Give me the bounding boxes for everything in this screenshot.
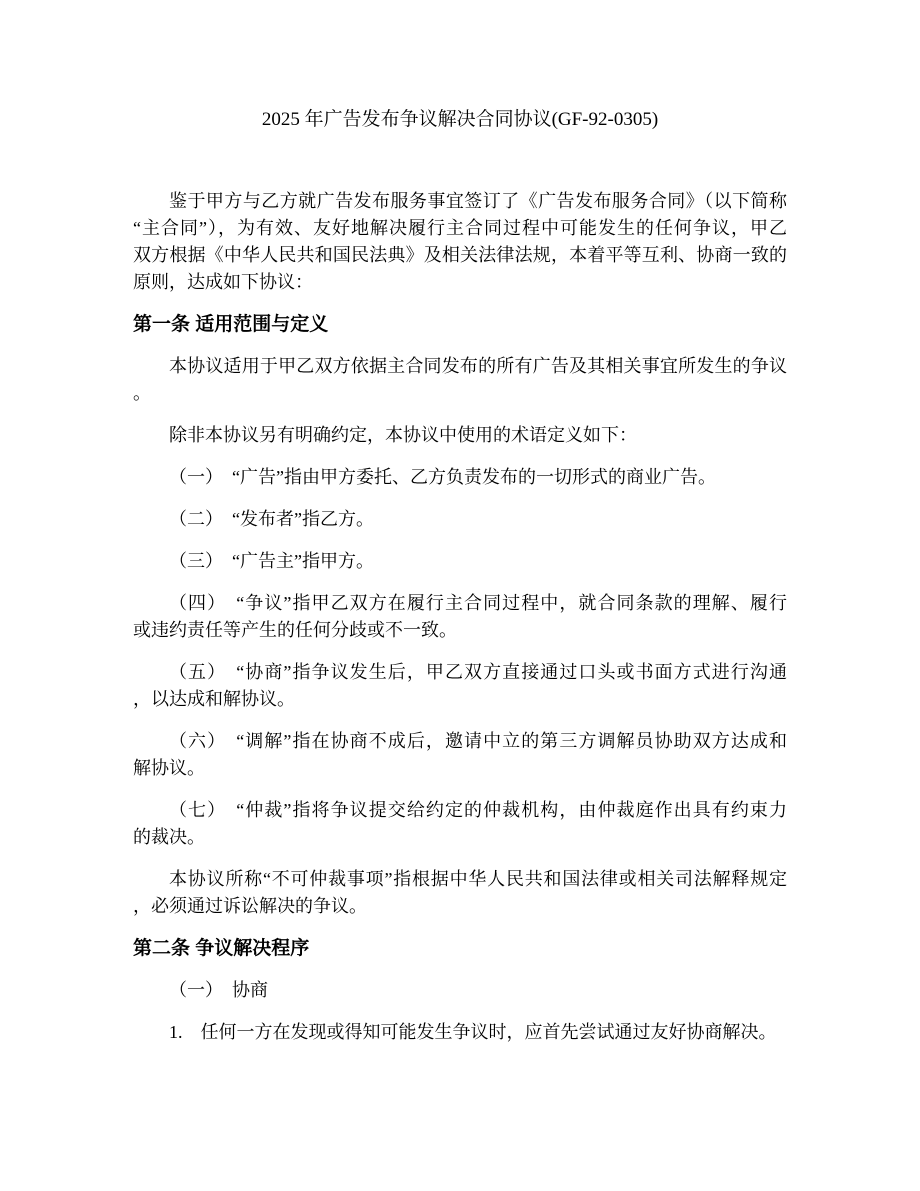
definition-item-4	[133, 590, 787, 644]
terms-intro-paragraph	[133, 422, 787, 449]
intro-paragraph-line-1: 鉴于甲方与乙方就广告发布服务事宜签订了《广告发布服务合同》（以下简称	[169, 191, 787, 211]
terms-intro-paragraph-line-1: 除非本协议另有明确约定，本协议中使用的术语定义如下：	[169, 425, 637, 445]
non-arbitrable-paragraph-line-2: ，必须通过诉讼解决的争议。	[133, 896, 367, 916]
scope-paragraph-line-2: 。	[133, 383, 151, 403]
procedure-item-negotiation	[133, 977, 787, 1004]
intro-paragraph-line-4: 原则，达成如下协议：	[133, 272, 313, 292]
article-1-heading	[133, 311, 787, 338]
scope-paragraph	[133, 353, 787, 407]
definition-item-1	[133, 464, 787, 491]
definition-item-7-line-1: （七） “仲裁”指将争议提交给约定的仲裁机构，由仲裁庭作出具有约束力	[169, 800, 787, 820]
article-2-heading	[133, 935, 787, 962]
intro-paragraph	[133, 188, 787, 296]
definition-item-7	[133, 797, 787, 851]
definition-item-6-line-1: （六） “调解”指在协商不成后，邀请中立的第三方调解员协助双方达成和	[169, 731, 787, 751]
definition-item-2	[133, 506, 787, 533]
definition-item-6	[133, 728, 787, 782]
definition-item-5-line-2: ，以达成和解协议。	[133, 689, 295, 709]
definition-item-4-line-2: 或违约责任等产生的任何分歧或不一致。	[133, 620, 457, 640]
contract-title: 2025 年广告发布争议解决合同协议(GF-92-0305)	[261, 109, 659, 130]
non-arbitrable-paragraph	[133, 866, 787, 920]
article-1-heading-line-1: 第一条 适用范围与定义	[133, 314, 329, 335]
definition-item-3-line-1: （三） “广告主”指甲方。	[169, 551, 374, 571]
article-2-heading-line-1: 第二条 争议解决程序	[133, 938, 310, 959]
intro-paragraph-line-2: “主合同”），为有效、友好地解决履行主合同过程中可能发生的任何争议，甲乙	[133, 218, 787, 238]
definition-item-4-line-1: （四） “争议”指甲乙双方在履行主合同过程中，就合同条款的理解、履行	[169, 593, 787, 613]
procedure-item-negotiation-line-1: （一） 协商	[169, 980, 268, 1000]
scope-paragraph-line-1: 本协议适用于甲乙双方依据主合同发布的所有广告及其相关事宜所发生的争议	[169, 356, 787, 376]
intro-paragraph-line-3: 双方根据《中华人民共和国民法典》及相关法律法规，本着平等互利、协商一致的	[133, 245, 787, 265]
definition-item-5-line-1: （五） “协商”指争议发生后，甲乙双方直接通过口头或书面方式进行沟通	[169, 662, 787, 682]
definition-item-6-line-2: 解协议。	[133, 758, 205, 778]
definition-item-7-line-2: 的裁决。	[133, 827, 205, 847]
non-arbitrable-paragraph-line-1: 本协议所称“不可仲裁事项”指根据中华人民共和国法律或相关司法解释规定	[169, 869, 787, 889]
definition-item-3	[133, 548, 787, 575]
document-body	[133, 188, 787, 1046]
negotiation-step-1	[133, 1019, 787, 1046]
definition-item-2-line-1: （二） “发布者”指乙方。	[169, 509, 374, 529]
definition-item-1-line-1: （一） “广告”指由甲方委托、乙方负责发布的一切形式的商业广告。	[169, 467, 716, 487]
definition-item-5	[133, 659, 787, 713]
negotiation-step-1-line-1: 1. 任何一方在发现或得知可能发生争议时，应首先尝试通过友好协商解决。	[169, 1022, 777, 1042]
